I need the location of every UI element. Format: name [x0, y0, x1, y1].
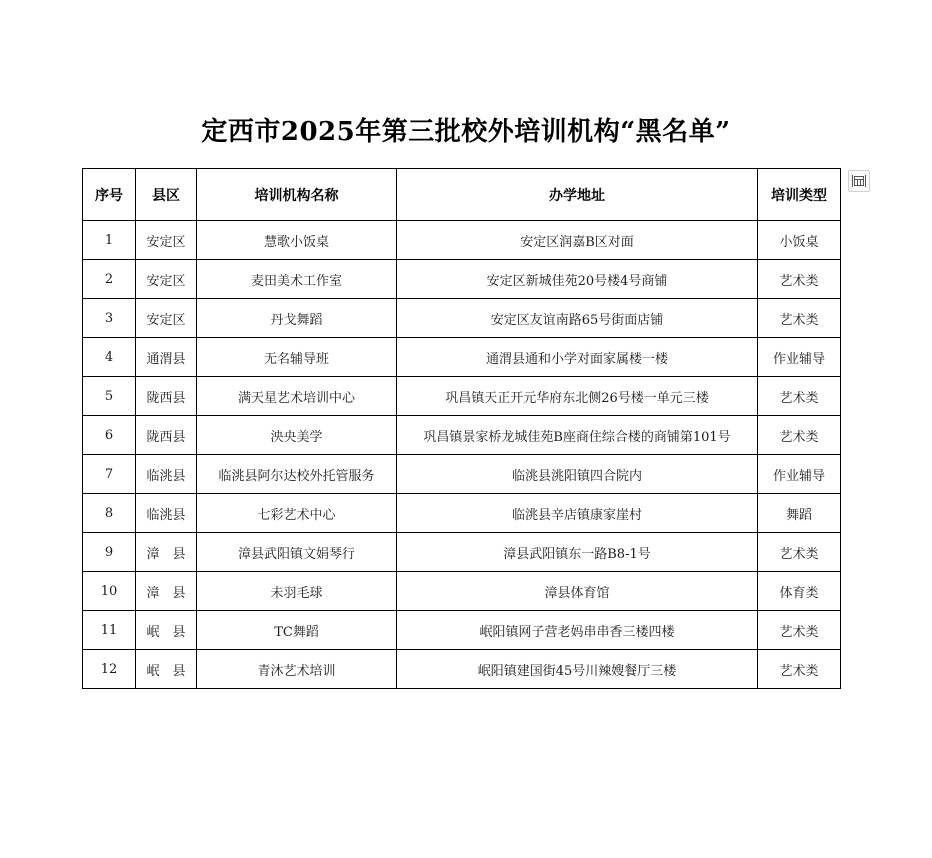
cell-name: 青沐艺术培训 — [197, 650, 397, 689]
cell-type: 舞蹈 — [758, 494, 841, 533]
cell-address: 巩昌镇景家桥龙城佳苑B座商住综合楼的商铺第101号 — [397, 416, 758, 455]
cell-address: 临洮县辛店镇康家崖村 — [397, 494, 758, 533]
cell-index: 1 — [83, 221, 136, 260]
cell-type: 作业辅导 — [758, 455, 841, 494]
cell-type: 小饭桌 — [758, 221, 841, 260]
expand-table-button[interactable] — [848, 170, 870, 192]
header-address: 办学地址 — [397, 169, 758, 221]
cell-address: 安定区润嘉B区对面 — [397, 221, 758, 260]
cell-index: 7 — [83, 455, 136, 494]
table-row — [83, 299, 841, 338]
cell-address: 安定区新城佳苑20号楼4号商铺 — [397, 260, 758, 299]
table-row — [83, 260, 841, 299]
cell-type: 体育类 — [758, 572, 841, 611]
cell-county: 岷 县 — [136, 611, 197, 650]
cell-name: 漳县武阳镇文娟琴行 — [197, 533, 397, 572]
cell-county: 漳 县 — [136, 572, 197, 611]
table-row — [83, 533, 841, 572]
cell-county: 通渭县 — [136, 338, 197, 377]
cell-type: 作业辅导 — [758, 338, 841, 377]
cell-name: 麦田美术工作室 — [197, 260, 397, 299]
cell-index: 9 — [83, 533, 136, 572]
cell-county: 漳 县 — [136, 533, 197, 572]
header-index: 序号 — [83, 169, 136, 221]
cell-county: 临洮县 — [136, 494, 197, 533]
cell-index: 8 — [83, 494, 136, 533]
cell-address: 通渭县通和小学对面家属楼一楼 — [397, 338, 758, 377]
blacklist-table-container — [82, 168, 841, 689]
header-row — [83, 169, 841, 221]
cell-county: 安定区 — [136, 260, 197, 299]
table-row — [83, 650, 841, 689]
cell-index: 4 — [83, 338, 136, 377]
table-row — [83, 221, 841, 260]
cell-name: 丹戈舞蹈 — [197, 299, 397, 338]
blacklist-table — [82, 168, 841, 689]
cell-name: TC舞蹈 — [197, 611, 397, 650]
cell-address: 岷阳镇网子营老妈串串香三楼四楼 — [397, 611, 758, 650]
table-body — [83, 221, 841, 689]
header-type: 培训类型 — [758, 169, 841, 221]
table-row — [83, 455, 841, 494]
cell-type: 艺术类 — [758, 299, 841, 338]
cell-index: 10 — [83, 572, 136, 611]
cell-name: 泱央美学 — [197, 416, 397, 455]
header-county: 县区 — [136, 169, 197, 221]
cell-address: 漳县体育馆 — [397, 572, 758, 611]
cell-type: 艺术类 — [758, 377, 841, 416]
table-row — [83, 377, 841, 416]
cell-name: 慧歌小饭桌 — [197, 221, 397, 260]
cell-index: 11 — [83, 611, 136, 650]
cell-type: 艺术类 — [758, 533, 841, 572]
cell-index: 2 — [83, 260, 136, 299]
cell-type: 艺术类 — [758, 260, 841, 299]
table-header — [83, 169, 841, 221]
table-row — [83, 416, 841, 455]
cell-type: 艺术类 — [758, 650, 841, 689]
table-row — [83, 611, 841, 650]
expand-table-icon — [852, 174, 866, 188]
cell-type: 艺术类 — [758, 416, 841, 455]
cell-county: 安定区 — [136, 299, 197, 338]
cell-county: 安定区 — [136, 221, 197, 260]
cell-name: 临洮县阿尔达校外托管服务 — [197, 455, 397, 494]
cell-type: 艺术类 — [758, 611, 841, 650]
table-row — [83, 494, 841, 533]
cell-name: 未羽毛球 — [197, 572, 397, 611]
cell-address: 岷阳镇建国街45号川辣嫂餐厅三楼 — [397, 650, 758, 689]
cell-address: 巩昌镇天正开元华府东北侧26号楼一单元三楼 — [397, 377, 758, 416]
header-name: 培训机构名称 — [197, 169, 397, 221]
cell-name: 七彩艺术中心 — [197, 494, 397, 533]
cell-index: 12 — [83, 650, 136, 689]
cell-address: 临洮县洮阳镇四合院内 — [397, 455, 758, 494]
table-row — [83, 338, 841, 377]
cell-county: 陇西县 — [136, 377, 197, 416]
cell-name: 满天星艺术培训中心 — [197, 377, 397, 416]
cell-address: 漳县武阳镇东一路B8-1号 — [397, 533, 758, 572]
cell-name: 无名辅导班 — [197, 338, 397, 377]
cell-index: 5 — [83, 377, 136, 416]
cell-county: 临洮县 — [136, 455, 197, 494]
cell-address: 安定区友谊南路65号街面店铺 — [397, 299, 758, 338]
cell-index: 3 — [83, 299, 136, 338]
cell-county: 岷 县 — [136, 650, 197, 689]
cell-county: 陇西县 — [136, 416, 197, 455]
table-row — [83, 572, 841, 611]
document-title: 定西市2025年第三批校外培训机构“黑名单” — [201, 117, 731, 147]
cell-index: 6 — [83, 416, 136, 455]
